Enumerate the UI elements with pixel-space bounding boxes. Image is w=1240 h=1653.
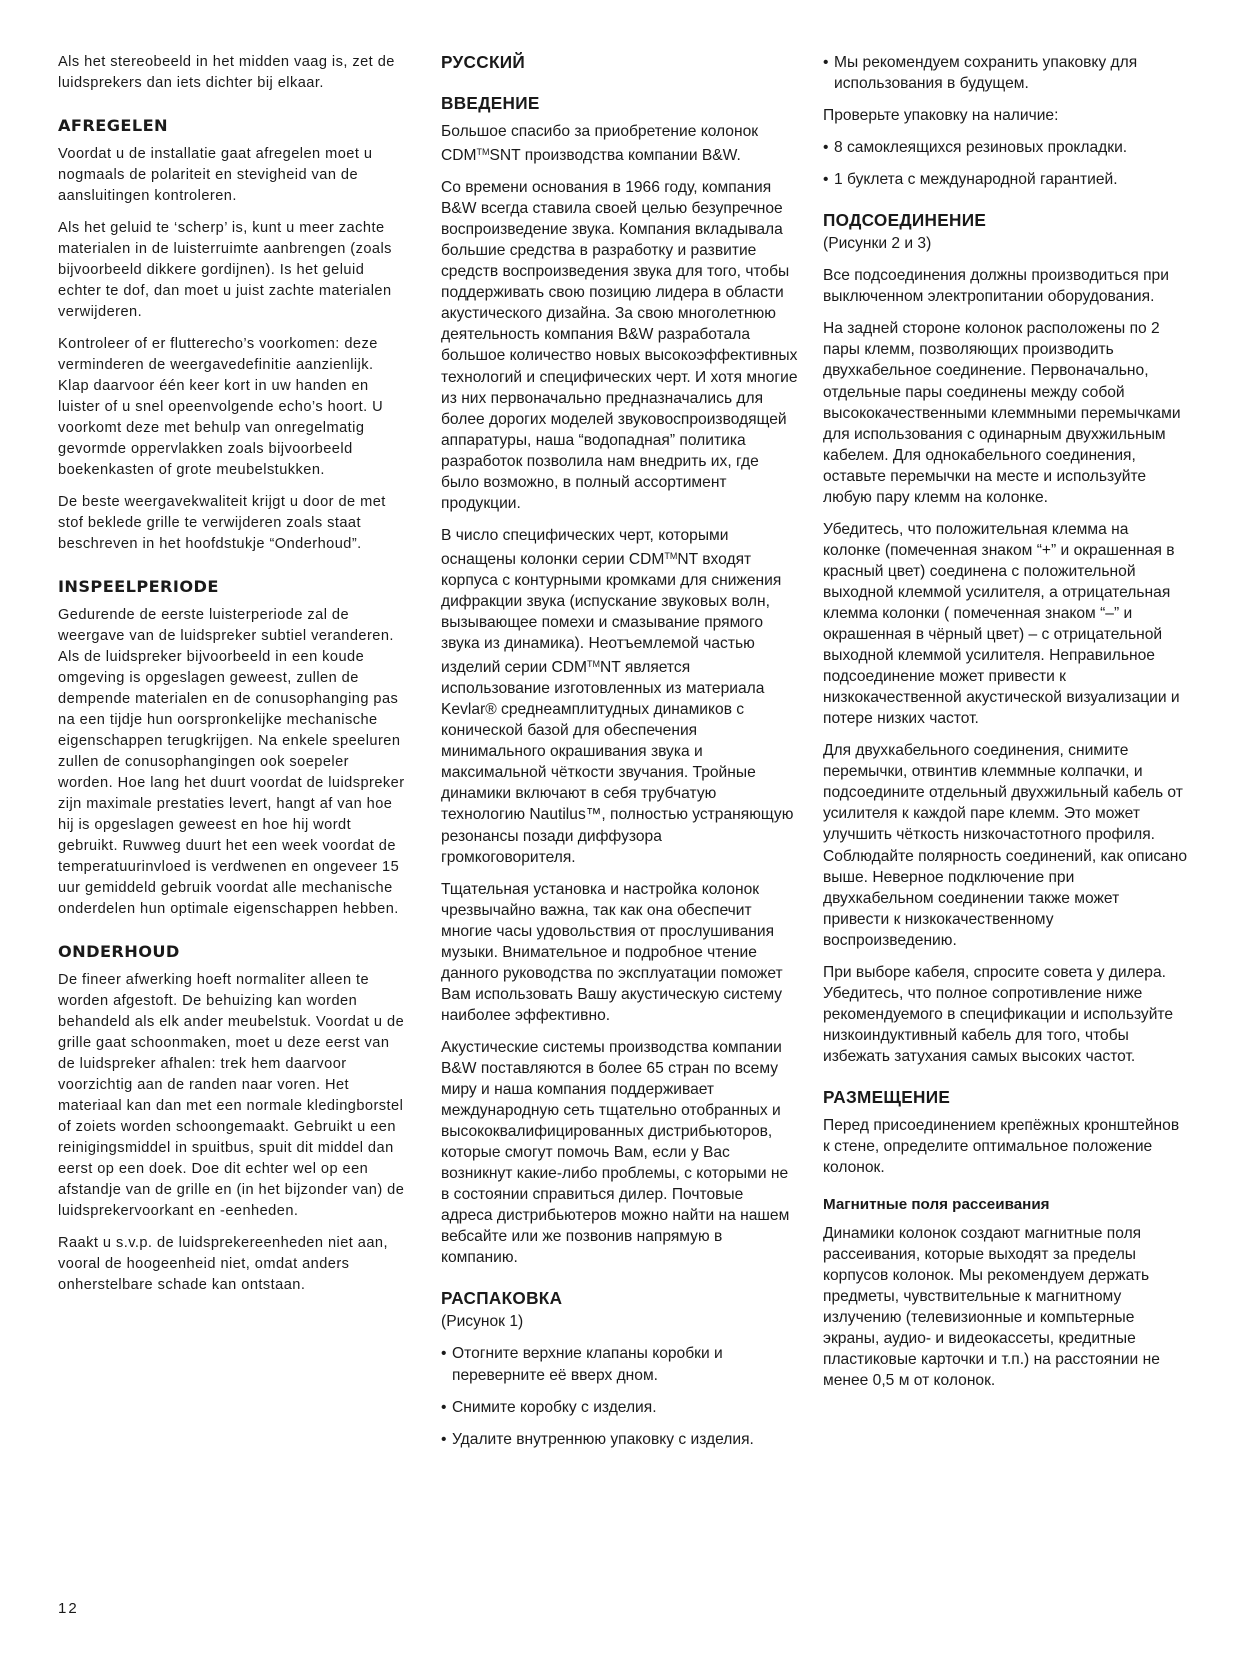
column-russian-2	[823, 52, 1188, 1402]
paragraph: При выборе кабеля, спросите совета у дилера. Убедитесь, что полное сопротивление ниже рекомендуемого в спецификации и используйте низкоиндуктивный кабель для того, чтобы избежать затухания самых высоких частот.	[823, 963, 1174, 1065]
list-item: • 8 самоклеящихся резиновых прокладки.	[823, 137, 1188, 158]
paragraph: Raakt u s.v.p. de luidsprekereenheden niet aan, vooral de hoogeenheid niet, omdat anders onherstelbare schade kan ontstaan.	[58, 1235, 388, 1293]
heading-vvedenie: ВВЕДЕНИЕ	[441, 93, 540, 113]
paragraph: De fineer afwerking hoeft normaliter alleen te worden afgestoft. De behuizing kan worden behandeld als elk ander meubelstuk. Voordat u de grille gaat schoonmaken, moet u deze eerst van de luidspreker afhalen: trek hem daarvoor voorzichtig aan de randen naar voren. Het materiaal kan dan met een normale kledingborstel of zoiets worden schoongemaakt. Gebruikt u een reinigingsmiddel in spuitbus, spuit dit middel dan eerst op een doek. Doe dit echter wel op een afstandje van de grille en (in het bijzonder van) de luidsprekervoorkant en -eenheden.	[58, 972, 405, 1219]
heading-raspakovka: РАСПАКОВКА	[441, 1288, 563, 1309]
list-item: • Удалите внутреннюю упаковку с изделия.	[441, 1429, 799, 1450]
figure-reference: (Рисунок 1)	[441, 1313, 524, 1331]
paragraph: Тщательная установка и настройка колонок чрезвычайно важна, так как она обеспечит многие часы удовольствия от прослушивания музыки. Внимательное и подробное чтение данного руководства по эксплуатации поможет Вам использовать Вашу акустическую систему наиболее эффективно.	[441, 880, 783, 1024]
paragraph: Перед присоединением крепёжных кронштейнов к стене, определите оптимальное положение колонок.	[823, 1116, 1180, 1177]
paragraph: De beste weergavekwaliteit krijgt u door de met stof beklede grille te verwijderen zoals staat beschreven in het hoofdstukje “Onderhoud”.	[58, 494, 386, 552]
trademark-mark: TM	[587, 659, 601, 670]
page-number: 12	[58, 1600, 79, 1617]
list-item: • 1 буклета с международной гарантией.	[823, 169, 1188, 190]
trademark-mark: TM	[664, 550, 678, 561]
heading-razmeschenie: РАЗМЕЩЕНИЕ	[823, 1086, 951, 1107]
paragraph: Для двухкабельного соединения, снимите перемычки, отвинтив клеммные колпачки, и подсоедините отдельный двухжильный кабель от усилителя к каждой паре клемм. Это может улучшить чёткость низкочастотного профиля. Соблюдайте полярность соединений, как описано выше. Неверное подключение при двухкабельном соединении также может привести к низкокачественному воспроизведению.	[823, 742, 1188, 949]
paragraph: Убедитесь, что положительная клемма на колонке (помеченная знаком “+” и окрашенная в красный цвет) соединена с положительной выходной клеммой усилителя, а отрицательная клемма колонки ( помеченная знаком “–” и окрашенная в чёрный цвет) – с отрицательной выходной клеммой усилителя. Неправильное подсоединение может привести к низкокачественной акустической визуализации и потере низких частот.	[823, 520, 1180, 728]
paragraph: В число специфических черт, которыми оснащены колонки серии CDM™NT входят корпуса с контурными кромками для снижения дифракции звука (испускание звуковых волн, вызывающее помехи и смазывание прямого звука из динамика). Неотъемлемой частью изделий серии CDM™NT является использование изготовленных из материала Kevlar® среднеамплитудных динамиков с конической базой для обеспечения минимального окрашивания звука и максимальной чёткости звучания. Тройные динамики включают в себя трубчатую технологию Nautilus™, полностью устраняющую резонансы позади диффузора громкоговорителя.	[441, 526, 794, 866]
paragraph: На задней стороне колонок расположены по 2 пары клемм, позволяющих производить двухкабельное соединение. Первоначально, отдельные пары соединены между собой высококачественными клеммными перемычками для использования с одинарным двухжильным кабелем. Для однокабельного соединения, оставьте перемычки на месте и используйте любую пару клемм на колонке.	[823, 320, 1181, 506]
heading-onderhoud: ONDERHOUD	[58, 942, 180, 961]
paragraph: Voordat u de installatie gaat afregelen moet u nogmaals de polariteit en stevigheid van de aansluitingen kontroleren.	[58, 146, 373, 204]
trademark-mark: TM	[476, 147, 490, 158]
list-item: • Отогните верхние клапаны коробки и переверните её вверх дном.	[441, 1343, 799, 1385]
paragraph: Большое спасибо за приобретение колонок CDM™SNT производства компании B&W.	[441, 123, 759, 165]
paragraph: Проверьте упаковку на наличие:	[823, 107, 1059, 125]
list-item: • Мы рекомендуем сохранить упаковку для использования в будущем.	[823, 52, 1188, 94]
subheading-magnetic-fields: Магнитные поля рассеивания	[823, 1196, 1050, 1214]
heading-afregelen: AFREGELEN	[58, 116, 168, 135]
paragraph: Акустические системы производства компании B&W поставляются в более 65 стран по всему миру и наша компания поддерживает международную сеть тщательно отобранных и высококвалифицированных дистрибьюторов, которые смогут помочь Вам, если у Вас возникнут какие-либо проблемы, с которыми не в состоянии справиться дилер. Почтовые адреса дистрибьютеров можно найти на нашем вебсайте или же позвонив напрямую в компанию.	[441, 1038, 790, 1267]
column-dutch	[58, 52, 408, 1307]
paragraph: Динамики колонок создают магнитные поля рассеивания, которые выходят за пределы корпусов колонок. Мы рекомендуем держать предметы, чувствительные к магнитному излучению (телевизионные и компьтерные экраны, аудио- и видеокассеты, кредитные пластиковые карточки и т.п.) на расстоянии не менее 0,5 м от колонок.	[823, 1225, 1160, 1390]
column-russian-1	[441, 52, 799, 1461]
list-item: • Снимите коробку с изделия.	[441, 1397, 799, 1418]
heading-language: РУССКИЙ	[441, 52, 526, 72]
paragraph: Als het geluid te ‘scherp’ is, kunt u meer zachte materialen in de luisterruimte aanbrengen (zoals bijvoorbeeld dikkere gordijnen). Is het geluid echter te dof, dan moet u juist zachte materialen verwijderen.	[58, 220, 392, 320]
intro-paragraph: Als het stereobeeld in het midden vaag is, zet de luidsprekers dan iets dichter bij elkaar.	[58, 54, 395, 91]
paragraph: Со времени основания в 1966 году, компания B&W всегда ставила своей целью безупречное воспроизведение звука. Компания вкладывала большие средства в разработку и развитие средств воспроизведения звука для того, чтобы поддерживать свою позицию лидера в области акустического дизайна. За свою многолетнюю деятельность компания B&W разработала большое количество новых высокоэффективных технологий и специфических черт. И хотя многие из них первоначально предназначались для более дорогих моделей звуковоспроизводящей аппаратуры, наша “водопадная” политика разработок позволила нам внедрить их, где было возможно, в полный ассортимент продукции.	[441, 179, 798, 512]
paragraph: Kontroleer of er flutterecho’s voorkomen: deze verminderen de weergavedefinitie aanzienlijk. Klap daarvoor één keer kort in uw handen en luister of u snel opeenvolgende echo’s hoort. U voorkomt deze met behulp van onregelmatig gevormde oppervlakken zoals bijvoorbeeld boekenkasten of grote meubelstukken.	[58, 336, 384, 478]
paragraph: Все подсоединения должны производиться при выключенном электропитании оборудования.	[823, 267, 1169, 306]
paragraph: Gedurende de eerste luisterperiode zal de weergave van de luidspreker subtiel veranderen. Als de luidspreker bijvoorbeeld in een koude omgeving is opgeslagen geweest, zullen de dempende materialen en de conusophanging pas na een tijdje hun oorspronkelijke mechanische eigenschappen terugkrijgen. Na enkele speeluren zullen de conusophangingen ook soepeler worden. Hoe lang het duurt voordat de luidspreker zijn maximale prestaties levert, hangt af van hoe hij is opgeslagen geweest en hoe hij wordt gebruikt. Ruwweg duurt het een week voordat de temperatuurinvloed is verdwenen en ongeveer 15 uur gemiddeld gebruik voordat alle mechanische onderdelen hun optimale eigenschappen hebben.	[58, 607, 405, 917]
heading-podsoedinenie: ПОДСОЕДИНЕНИЕ	[823, 210, 987, 231]
heading-inspeelperiode: INSPEELPERIODE	[58, 577, 219, 596]
figure-reference: (Рисунки 2 и 3)	[823, 235, 932, 253]
